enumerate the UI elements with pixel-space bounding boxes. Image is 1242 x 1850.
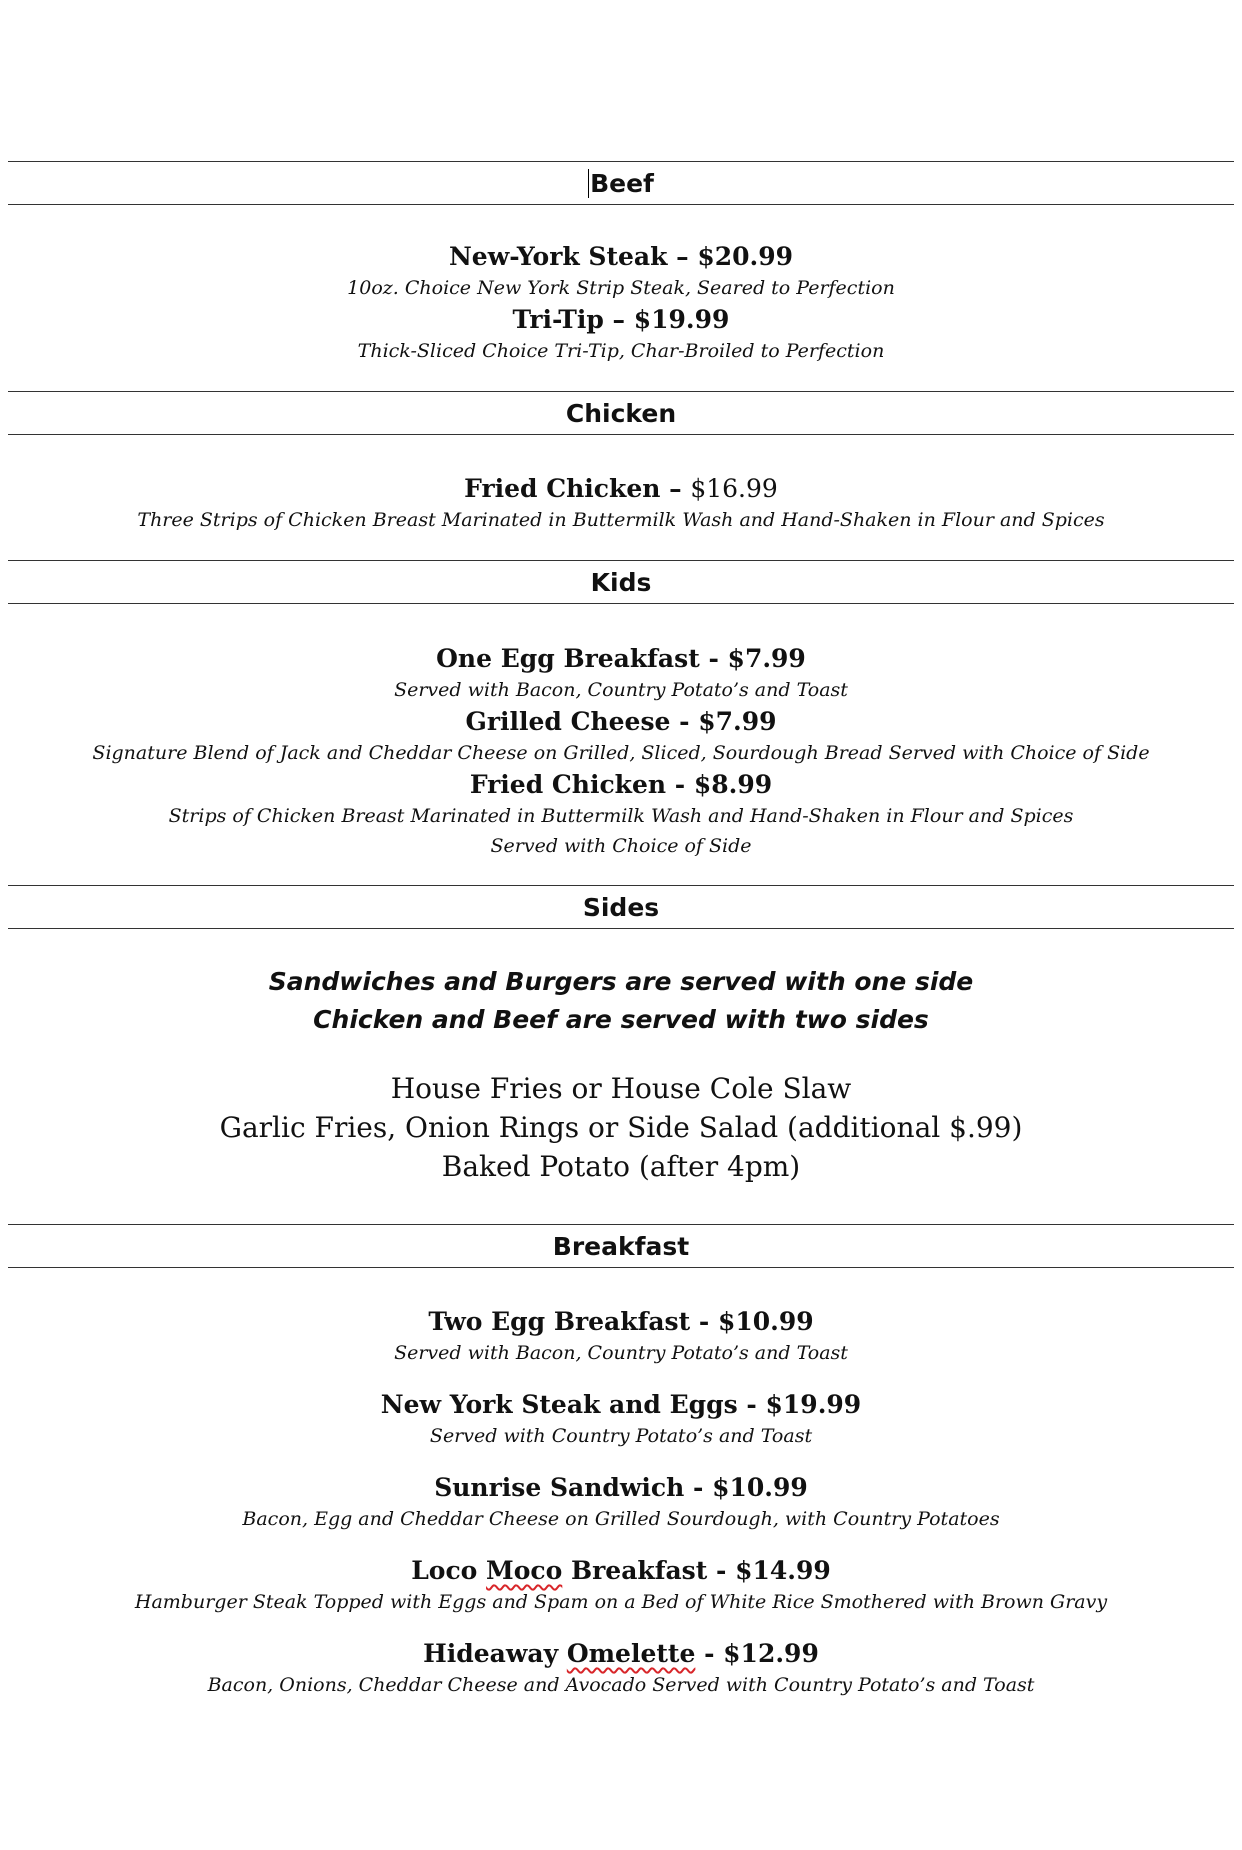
section-header-kids (8, 560, 1234, 604)
menu-item-title: Fried Chicken – $16.99 (464, 474, 778, 503)
menu-item-description: Bacon, Egg and Cheddar Cheese on Grilled Sourdough, with Country Potatoes (242, 1508, 1000, 1530)
side-option: Baked Potato (after 4pm) (441, 1150, 801, 1183)
section-header-chicken (8, 391, 1234, 435)
menu-item-title: Sunrise Sandwich - $10.99 (434, 1473, 808, 1502)
menu-item-title: Hideaway Omelette - $12.99 (423, 1639, 819, 1668)
spellcheck-flagged-word[interactable]: Omelette (566, 1639, 696, 1668)
menu-item-description: Strips of Chicken Breast Marinated in Buttermilk Wash and Hand-Shaken in Flour and Spices (168, 805, 1074, 827)
menu-item-title: Fried Chicken - $8.99 (469, 770, 773, 799)
section-header-beef (8, 161, 1234, 205)
menu-item-description: Served with Country Potato’s and Toast (429, 1425, 813, 1447)
menu-item-title: Tri-Tip – $19.99 (512, 305, 730, 334)
menu-item-title: Two Egg Breakfast - $10.99 (428, 1307, 814, 1336)
kids-items (0, 642, 1242, 861)
menu-item-description: Three Strips of Chicken Breast Marinated in Buttermilk Wash and Hand-Shaken in Flour and Spices (137, 509, 1105, 531)
sides-info (0, 963, 1242, 1186)
menu-item-description: Bacon, Onions, Cheddar Cheese and Avocado Served with Country Potato’s and Toast (207, 1674, 1035, 1696)
section-title-kids: Kids (590, 567, 652, 597)
menu-item-title: Grilled Cheese - $7.99 (465, 707, 777, 736)
side-option: House Fries or House Cole Slaw (390, 1072, 852, 1105)
menu-item-description: Served with Bacon, Country Potato’s and Toast (394, 1342, 848, 1364)
section-title-breakfast: Breakfast (552, 1231, 690, 1261)
menu-item-description: Served with Bacon, Country Potato’s and Toast (394, 679, 848, 701)
menu-item-title: One Egg Breakfast - $7.99 (436, 644, 806, 673)
menu-item-title: Loco Moco Breakfast - $14.99 (411, 1556, 831, 1585)
menu-item-description: Signature Blend of Jack and Cheddar Cheese on Grilled, Sliced, Sourdough Bread Served with Choice of Side (92, 742, 1150, 764)
section-title-sides: Sides (582, 892, 660, 922)
section-title-chicken: Chicken (565, 398, 677, 428)
menu-item-description: Served with Choice of Side (490, 835, 752, 857)
menu-item-title: New York Steak and Eggs - $19.99 (380, 1390, 862, 1419)
section-header-sides (8, 885, 1234, 929)
section-title-beef[interactable]: Beef (590, 168, 654, 198)
breakfast-items (0, 1305, 1242, 1700)
side-option: Garlic Fries, Onion Rings or Side Salad (additional $.99) (219, 1111, 1023, 1144)
menu-item-description: 10oz. Choice New York Strip Steak, Seared to Perfection (347, 277, 895, 299)
chicken-items (0, 472, 1242, 535)
menu-item-description: Hamburger Steak Topped with Eggs and Spam on a Bed of White Rice Smothered with Brown Gravy (134, 1591, 1108, 1613)
menu-item-description: Thick-Sliced Choice Tri-Tip, Char-Broiled to Perfection (357, 340, 885, 362)
spellcheck-flagged-word[interactable]: Moco (486, 1556, 563, 1585)
section-header-breakfast (8, 1224, 1234, 1268)
sides-note: Sandwiches and Burgers are served with one side (268, 967, 974, 996)
menu-item-title: New-York Steak – $20.99 (448, 242, 794, 271)
sides-note: Chicken and Beef are served with two sides (313, 1005, 929, 1034)
beef-items (0, 240, 1242, 366)
